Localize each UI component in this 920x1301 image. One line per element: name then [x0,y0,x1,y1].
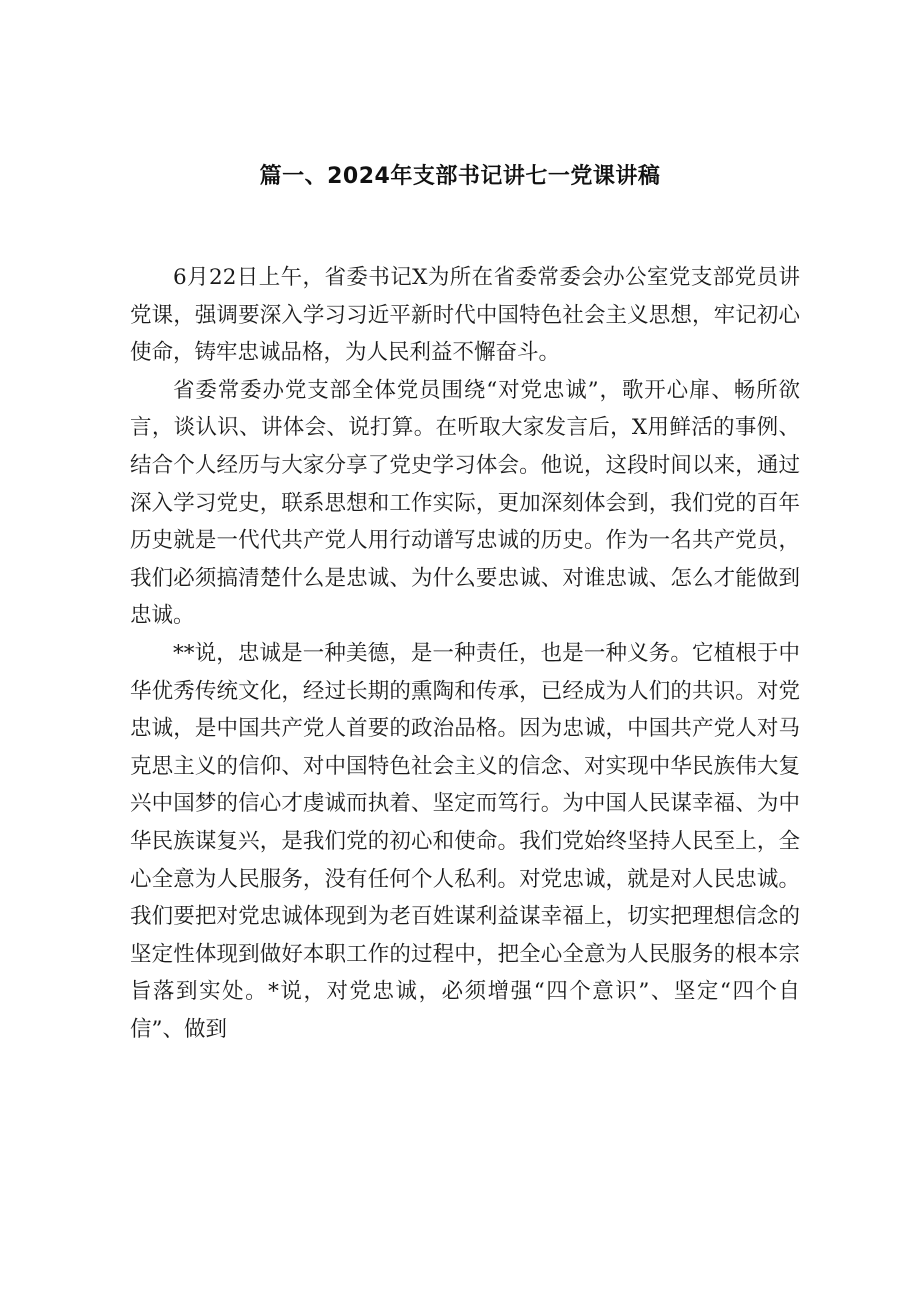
paragraph-3: **说，忠诚是一种美德，是一种责任，也是一种义务。它植根于中华优秀传统文化，经过长期的熏陶和传承，已经成为人们的共识。对党忠诚，是中国共产党人首要的政治品格。因为忠诚，中国共产党人对马克思主义的信仰、对中国特色社会主义的信念、对实现中华民族伟大复兴中国梦的信心才虔诚而执着、坚定而笃行。为中国人民谋幸福、为中华民族谋复兴，是我们党的初心和使命。我们党始终坚持人民至上，全心全意为人民服务，没有任何个人私利。对党忠诚，就是对人民忠诚。我们要把对党忠诚体现到为老百姓谋利益谋幸福上，切实把理想信念的坚定性体现到做好本职工作的过程中，把全心全意为人民服务的根本宗旨落到实处。*说，对党忠诚，必须增强“四个意识”、坚定“四个自信”、做到 [130,640,800,1042]
paragraph-2: 省委常委办党支部全体党员围绕“对党忠诚”，歌开心扉、畅所欲言，谈认识、讲体会、说打算。在听取大家发言后，X用鲜活的事例、结合个人经历与大家分享了党史学习体会。他说，这段时间以来，通过深入学习党史，联系思想和工作实际，更加深刻体会到，我们党的百年历史就是一代代共产党人用行动谱写忠诚的历史。作为一名共产党员，我们必须搞清楚什么是忠诚、为什么要忠诚、对谁忠诚、怎么才能做到忠诚。 [130,377,800,629]
document-title: 篇一、2024年支部书记讲七一党课讲稿 [259,164,661,189]
paragraph-1: 6月22日上午，省委书记X为所在省委常委会办公室党支部党员讲党课，强调要深入学习习近平新时代中国特色社会主义思想，牢记初心使命，铸牢忠诚品格，为人民利益不懈奋斗。 [130,265,800,366]
document-body [130,259,800,1048]
